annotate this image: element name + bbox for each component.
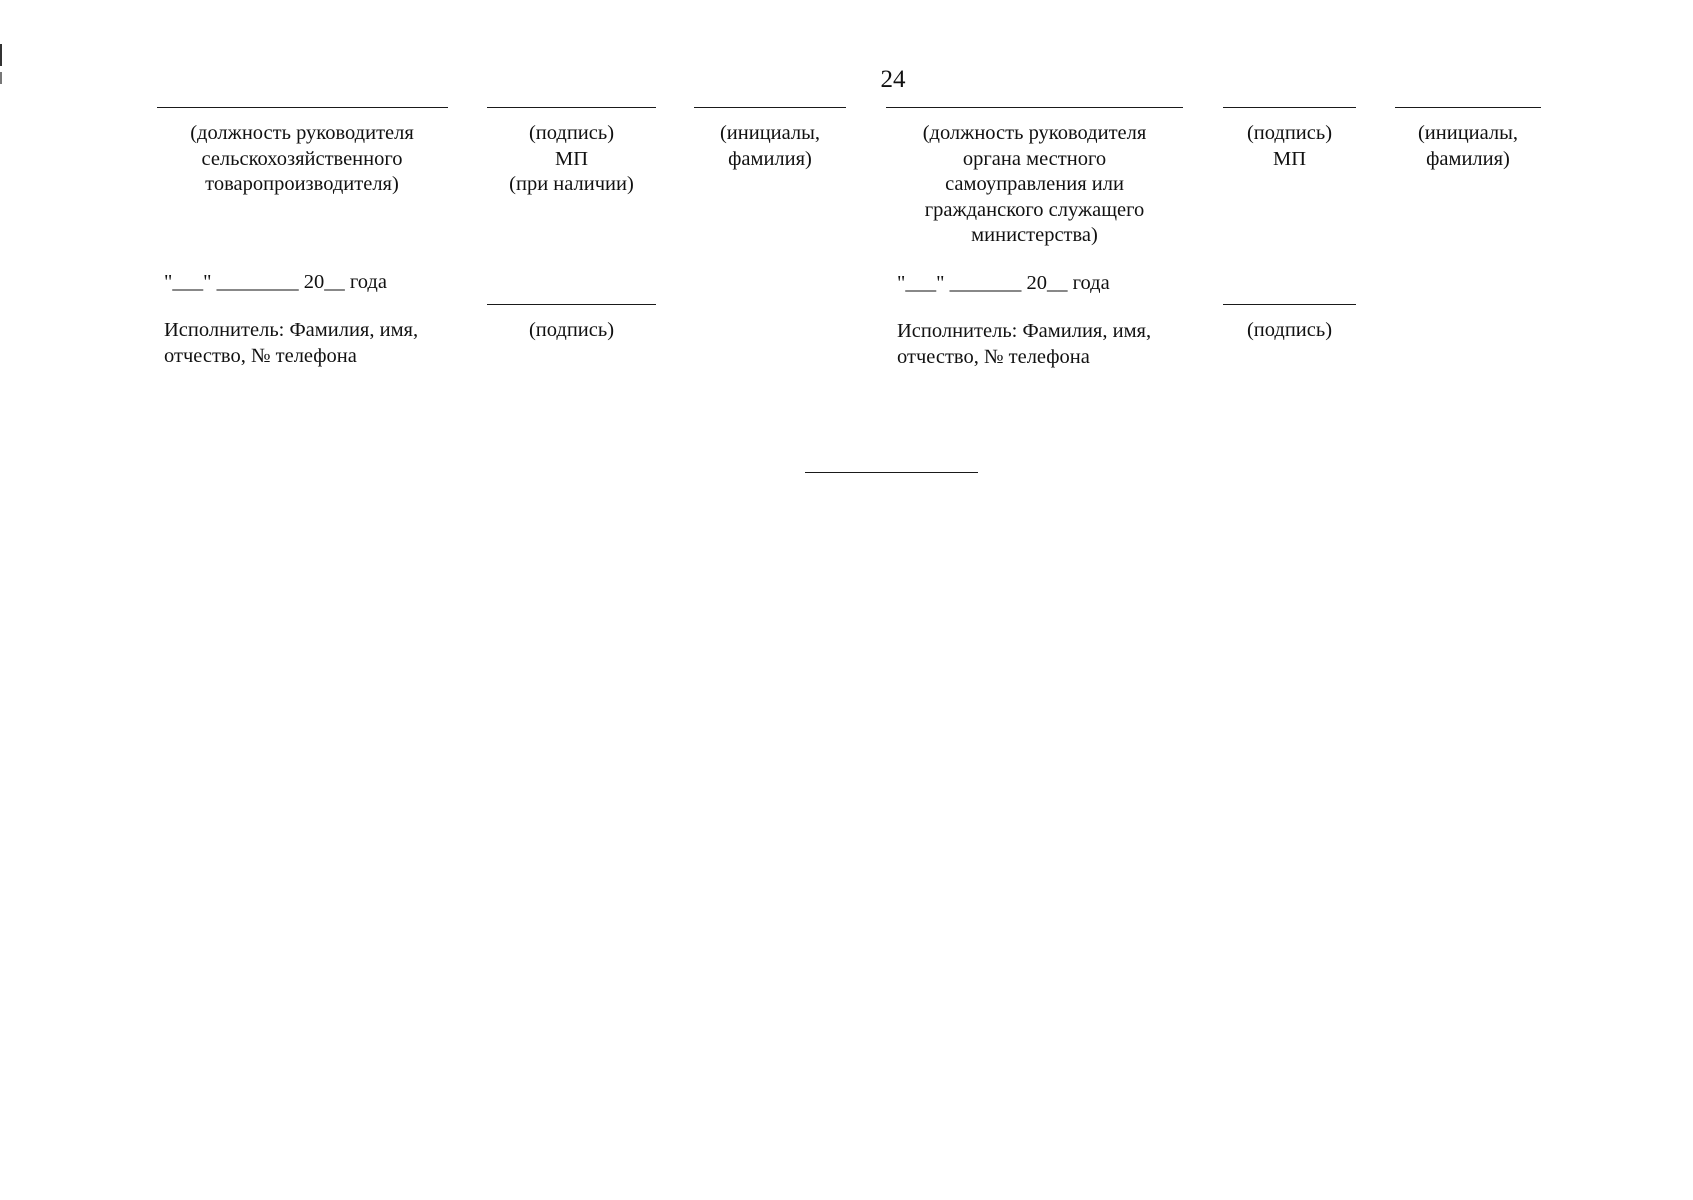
- right-position-line: [886, 107, 1183, 108]
- left-initials-line: [694, 107, 846, 108]
- right-date-line: "___" _______ 20__ года: [897, 272, 1110, 294]
- right-executor-signature-caption: (подпись): [1246, 319, 1333, 341]
- left-position-caption: (должность руководителя сельскохозяйственного товаропроизводителя): [190, 122, 414, 195]
- right-position-caption: (должность руководителя органа местного самоуправления или гражданского служащего министерства): [922, 122, 1147, 246]
- left-executor-signature-caption: (подпись): [528, 319, 615, 341]
- left-executor-caption: Исполнитель: Фамилия, имя, отчество, № телефона: [164, 319, 419, 367]
- scan-edge-mark: [0, 44, 2, 66]
- right-initials-caption: (инициалы, фамилия): [1417, 122, 1519, 170]
- right-initials-line: [1395, 107, 1541, 108]
- right-signature-line: [1223, 107, 1356, 108]
- right-signature-caption: (подпись) МП: [1246, 122, 1333, 170]
- end-separator-line: [805, 472, 978, 473]
- left-initials-caption: (инициалы, фамилия): [719, 122, 821, 170]
- left-date-line: "___" ________ 20__ года: [164, 271, 387, 293]
- page-number: 24: [880, 66, 906, 93]
- left-signature-caption: (подпись) МП (при наличии): [509, 122, 634, 195]
- right-executor-signature-line: [1223, 304, 1356, 305]
- left-signature-line: [487, 107, 656, 108]
- right-executor-caption: Исполнитель: Фамилия, имя, отчество, № телефона: [897, 320, 1152, 368]
- left-executor-signature-line: [487, 304, 656, 305]
- left-position-line: [157, 107, 448, 108]
